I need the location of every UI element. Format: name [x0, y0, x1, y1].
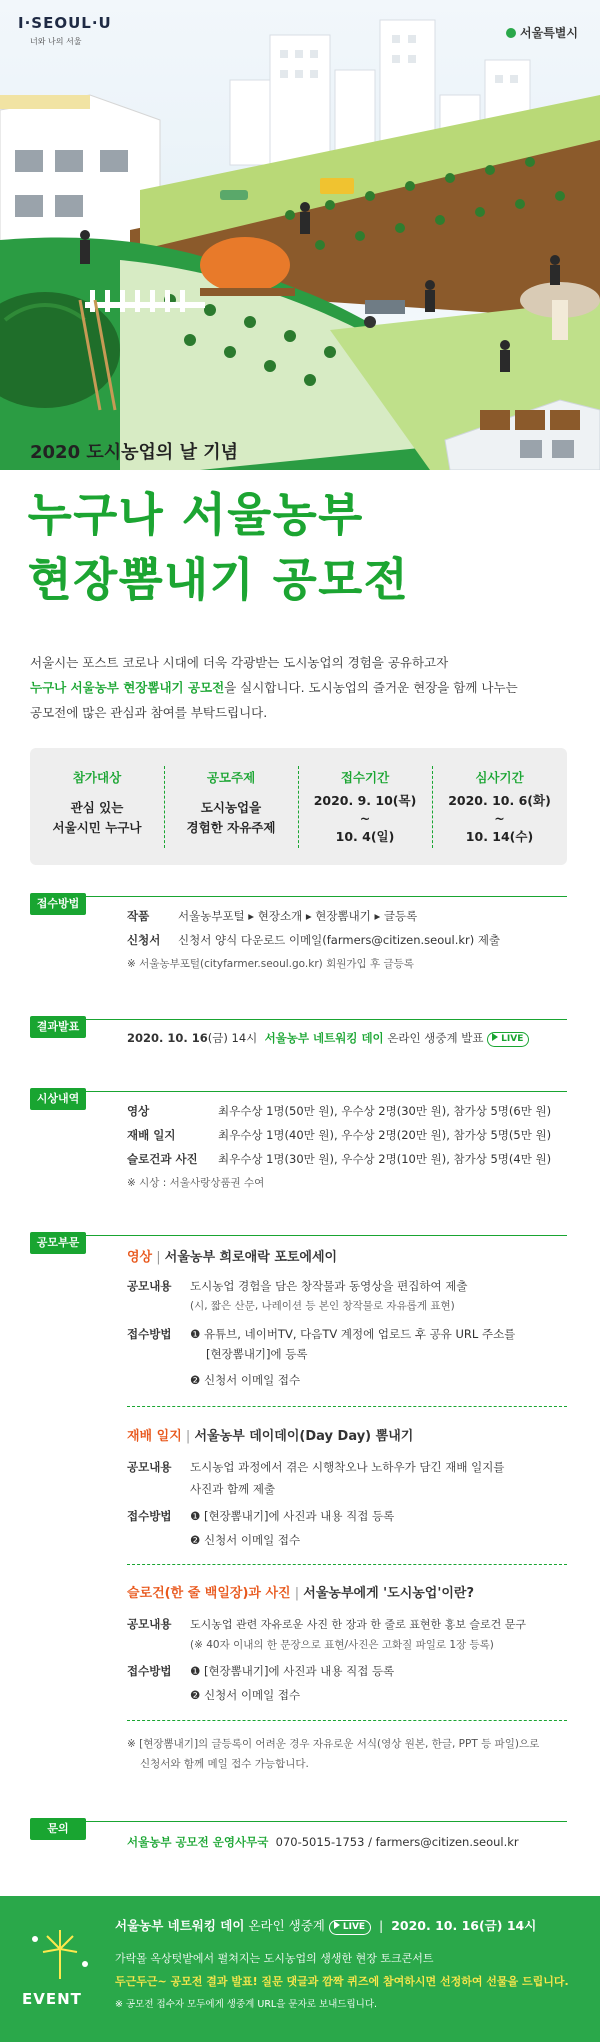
apply-key-form: 신청서: [127, 933, 161, 947]
award-key-diary: 재배 일지: [127, 1128, 176, 1142]
fireworks-icon: [25, 1924, 95, 1984]
info-theme-heading: 공모주제: [206, 770, 256, 785]
diary-content-key: 공모내용: [127, 1460, 172, 1474]
play-icon: [334, 1921, 340, 1929]
contact-line: [127, 1834, 519, 1850]
result-date: 2020. 10. 16: [127, 1031, 208, 1045]
slogan-method-1: ❶ [현장뽐내기]에 사진과 내용 직접 등록: [190, 1664, 395, 1678]
diary-content-2: 사진과 함께 제출: [190, 1482, 276, 1496]
category-slogan-sub: 서울농부에게 '도시농업'이란?: [303, 1586, 475, 1601]
video-method-key: 접수방법: [127, 1327, 172, 1341]
iseoulu-logo: I·SEOUL·U: [18, 14, 112, 32]
event-live-badge: [329, 1920, 371, 1935]
main-title-line2: 현장뽐내기 공모전: [28, 553, 410, 606]
intro-highlight: 누구나 서울농부 현장뽐내기 공모전: [30, 680, 225, 695]
result-event-name: 서울농부 네트워킹 데이: [264, 1031, 384, 1045]
info-period-heading: 접수기간: [340, 770, 390, 785]
award-key-slogan: 슬로건과 사진: [127, 1152, 198, 1166]
event-date: 2020. 10. 16(금) 14시: [391, 1918, 537, 1933]
video-content: 도시농업 경험을 담은 창작물과 동영상을 편집하여 제출: [190, 1279, 468, 1293]
info-target-value: [30, 798, 164, 838]
intro-line3: 공모전에 많은 관심과 참여를 부탁드립니다.: [30, 705, 268, 720]
award-value-slogan: 최우수상 1명(30만 원), 우수상 2명(10만 원), 참가상 5명(4만 원): [218, 1152, 552, 1166]
info-review: [432, 748, 567, 865]
seoul-logo-icon: [506, 28, 516, 38]
event-title-tail: 온라인 생중계: [248, 1918, 325, 1933]
info-target-heading: 참가대상: [72, 770, 122, 785]
diary-method-2: ❷ 신청서 이메일 접수: [190, 1533, 301, 1547]
video-method-1: ❶ 유튜브, 네이버TV, 다음TV 계정에 업로드 후 공유 URL 주소를: [190, 1327, 516, 1341]
slogan-content: 도시농업 관련 자유로운 사진 한 장과 한 줄로 표현한 홍보 슬로건 문구: [190, 1618, 526, 1631]
intro-line1: 서울시는 포스트 코로나 시대에 더욱 각광받는 도시농업의 경험을 공유하고자: [30, 655, 449, 670]
info-period-tilde: ~: [359, 811, 371, 826]
intro-line2-rest: 을 실시합니다. 도시농업의 즐거운 현장을 함께 나누는: [224, 680, 518, 695]
event-banner: [0, 1896, 600, 2042]
section-tag-apply: 접수방법: [30, 893, 86, 915]
section-rule: [30, 1091, 567, 1092]
info-target-line1: 관심 있는: [70, 800, 124, 815]
category-divider: [127, 1564, 567, 1565]
info-review-start: 2020. 10. 6(화): [448, 793, 551, 808]
slogan-method-key: 접수방법: [127, 1664, 172, 1678]
info-review-end: 10. 14(수): [465, 829, 534, 844]
apply-note: ※ 서울농부포털(cityfarmer.seoul.go.kr) 회원가입 후 글등록: [127, 958, 414, 970]
slogan-content-note: (※ 40자 이내의 한 문장으로 표현/사진은 고화질 파일로 1장 등록): [190, 1639, 494, 1651]
event-line3: ※ 공모전 접수자 모두에게 생중계 URL을 문자로 보내드립니다.: [115, 1999, 378, 2010]
contact-info: 070-5015-1753 / farmers@citizen.seoul.kr: [275, 1835, 519, 1849]
category-video-name: 영상: [127, 1250, 153, 1265]
intro-line2: [30, 675, 575, 700]
section-rule: [30, 896, 567, 897]
video-content-note: (시, 짧은 산문, 나레이션 등 본인 창작물로 자유롭게 표현): [190, 1300, 455, 1312]
info-review-value: [432, 792, 567, 846]
video-content-key: 공모내용: [127, 1279, 172, 1293]
info-period-end: 10. 4(일): [335, 829, 395, 844]
categories-note-2: 신청서와 함께 메일 접수 가능합니다.: [140, 1758, 309, 1770]
main-title-line1: 누구나 서울농부: [28, 488, 364, 541]
slogan-method-2: ❷ 신청서 이메일 접수: [190, 1688, 301, 1702]
info-period-start: 2020. 9. 10(목): [313, 793, 417, 808]
section-tag-contact: 문의: [30, 1818, 86, 1840]
category-divider: [127, 1406, 567, 1407]
live-label: LIVE: [501, 1034, 524, 1044]
event-live-label: LIVE: [342, 1922, 366, 1932]
apply-key-work: 작품: [127, 909, 150, 923]
video-method-2: ❷ 신청서 이메일 접수: [190, 1373, 301, 1387]
live-badge: [487, 1032, 529, 1047]
farm-illustration: [0, 0, 600, 470]
iseoulu-tagline: 너와 나의 서울: [30, 37, 82, 46]
apply-value-form: 신청서 양식 다운로드 이메일(farmers@citizen.seoul.kr) 제출: [178, 933, 501, 947]
section-rule: [30, 1235, 567, 1236]
summary-box: [30, 748, 567, 865]
category-divider: [127, 1720, 567, 1721]
category-video-title: 영상 | 서울농부 희로애락 포토에세이: [127, 1250, 338, 1265]
award-key-video: 영상: [127, 1104, 150, 1118]
section-rule: [30, 1821, 567, 1822]
info-period-value: [298, 792, 432, 846]
info-period: [298, 748, 432, 865]
awards-note: ※ 시상 : 서울사랑상품권 수여: [127, 1177, 265, 1189]
contact-office: 서울농부 공모전 운영사무국: [127, 1835, 269, 1849]
info-theme-line2: 경험한 자유주제: [186, 820, 276, 835]
award-value-video: 최우수상 1명(50만 원), 우수상 2명(30만 원), 참가상 5명(6만 원): [218, 1104, 552, 1118]
section-tag-result: 결과발표: [30, 1016, 86, 1038]
diary-method-key: 접수방법: [127, 1509, 172, 1523]
categories-note-1: ※ [현장뽐내기]의 글등록이 어려운 경우 자유로운 서식(영상 원본, 한글, PPT 등 파일)으로: [127, 1738, 540, 1750]
result-tail: 온라인 생중계 발표: [387, 1031, 484, 1045]
event-title-line: 서울농부 네트워킹 데이 온라인 생중계 LIVE | 2020. 10. 16(금) 14시: [115, 1918, 537, 1933]
section-tag-categories: 공모부문: [30, 1232, 86, 1254]
result-line: [127, 1030, 529, 1047]
category-slogan-name: 슬로건(한 줄 백일장)과 사진: [127, 1586, 291, 1601]
info-theme: [164, 748, 298, 865]
play-icon: [492, 1033, 498, 1041]
award-value-diary: 최우수상 1명(40만 원), 우수상 2명(20만 원), 참가상 5명(5만 원): [218, 1128, 552, 1142]
category-diary-title: 재배 일지 | 서울농부 데이데이(Day Day) 뽐내기: [127, 1429, 414, 1444]
event-title: 서울농부 네트워킹 데이: [115, 1918, 245, 1933]
section-tag-awards: 시상내역: [30, 1088, 86, 1110]
info-theme-value: [164, 798, 298, 838]
category-slogan-title: 슬로건(한 줄 백일장)과 사진 | 서울농부에게 '도시농업'이란?: [127, 1586, 475, 1601]
category-diary-name: 재배 일지: [127, 1429, 182, 1444]
info-theme-line1: 도시농업을: [200, 800, 262, 815]
event-label: EVENT: [22, 1990, 82, 2008]
hero-illustration: [0, 0, 600, 470]
anniversary-heading: 2020 도시농업의 날 기념: [30, 442, 239, 463]
info-target: [30, 748, 164, 865]
seoul-city-name: 서울특별시: [520, 26, 578, 40]
info-review-tilde: ~: [494, 811, 505, 826]
info-review-heading: 심사기간: [475, 770, 524, 785]
category-video-sub: 서울농부 희로애락 포토에세이: [164, 1250, 338, 1265]
info-target-line2: 서울시민 누구나: [52, 820, 142, 835]
intro-paragraph: [30, 650, 575, 725]
category-diary-sub: 서울농부 데이데이(Day Day) 뽐내기: [194, 1429, 414, 1444]
result-time: (금) 14시: [207, 1031, 258, 1045]
video-method-1b: [현장뽐내기]에 등록: [206, 1347, 308, 1361]
apply-value-work: 서울농부포털 ▸ 현장소개 ▸ 현장뽐내기 ▸ 글등록: [178, 909, 418, 923]
seoul-city-logo: [506, 24, 578, 41]
section-rule: [30, 1019, 567, 1020]
diary-content: 도시농업 과정에서 겪은 시행착오나 노하우가 담긴 재배 일지를: [190, 1460, 505, 1474]
diary-method-1: ❶ [현장뽐내기]에 사진과 내용 직접 등록: [190, 1509, 395, 1523]
event-line2: 두근두근~ 공모전 결과 발표! 질문 댓글과 깜짝 퀴즈에 참여하시면 선정하여 선물을 드립니다.: [115, 1975, 569, 1988]
event-line1: 가락몰 옥상텃밭에서 펼쳐지는 도시농업의 생생한 현장 토크콘서트: [115, 1952, 434, 1965]
slogan-content-key: 공모내용: [127, 1617, 172, 1631]
